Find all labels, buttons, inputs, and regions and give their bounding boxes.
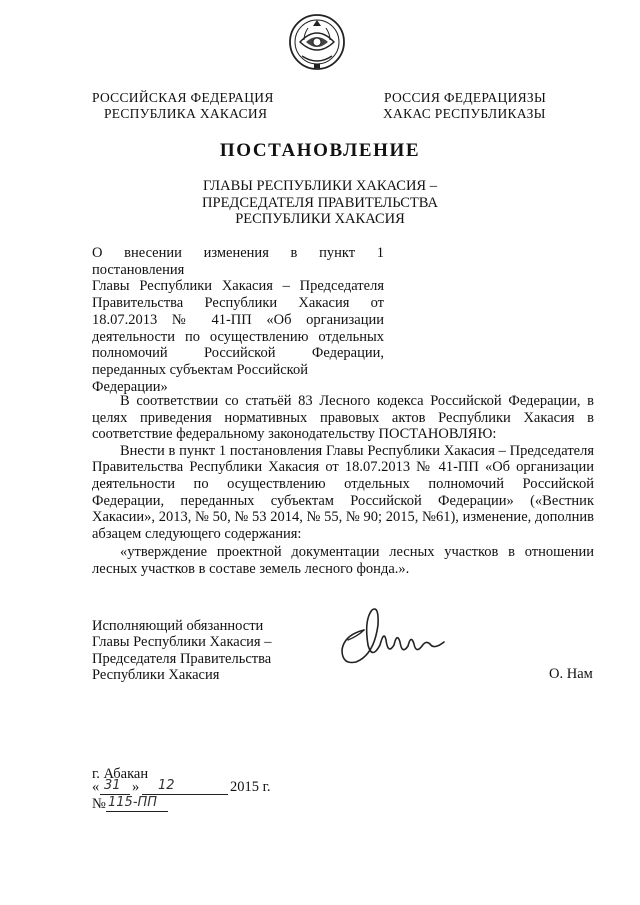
number-sign: № [92, 796, 106, 812]
coat-of-arms-icon [288, 12, 346, 74]
subject-block [92, 245, 384, 395]
authority-block [0, 178, 640, 228]
body-text [92, 393, 594, 578]
subject-line: Правительства Республики Хакасия от [92, 295, 384, 312]
quoted-amendment: «утверждение проектной документации лесных участков в отношении лесных участков в составе земель лесного фонда.». [92, 544, 594, 577]
date-close-quote: » [132, 779, 140, 795]
subject-line: деятельности по осуществлению отдельных [92, 328, 384, 345]
date-month: 12 [158, 778, 175, 793]
header-right-line1: РОССИЯ ФЕДЕРАЦИЯЗЫ [384, 90, 547, 105]
date-day: 31 [104, 778, 121, 793]
subject-line: полномочий Российской Федерации, [92, 345, 384, 362]
decision-paragraph: Внести в пункт 1 постановления Главы Республики Хакасия – Председателя Правительства Республики Хакасия от 18.07.2013 № 41-ПП «Об организации деятельности по осуществлению отдельных полномочий Российской Федерации, переданных субъектам Российской Федерации» («Вестник Хакасии», 2013, № 50, № 53 2014, № 55, № 90; 2015, №61), изменение, дополнив абзацем следующего содержания: [92, 442, 594, 542]
issue-place: г. Абакан [92, 766, 149, 782]
header-right-line2: ХАКАС РЕСПУБЛИКАЗЫ [383, 106, 546, 121]
signatory-position-line3: Председателя Правительства [92, 650, 272, 667]
signatory-position-line1: Исполняющий обязанности [92, 618, 264, 634]
authority-line2: ПРЕДСЕДАТЕЛЯ ПРАВИТЕЛЬСТВА [202, 194, 438, 211]
header-left-line1: РОССИЙСКАЯ ФЕДЕРАЦИЯ [92, 90, 274, 105]
date-open-quote: « [92, 779, 100, 795]
signatory-name: О. Нам [549, 666, 593, 682]
number-value: 115-ПП [108, 795, 158, 810]
signatory-position-line2: Главы Республики Хакасия – [92, 634, 272, 651]
signatory-position [92, 618, 271, 684]
authority-line3: РЕСПУБЛИКИ ХАКАСИЯ [235, 211, 405, 227]
handwritten-signature [334, 600, 454, 680]
number-underline [106, 811, 168, 812]
document-number [92, 796, 212, 816]
date-year: 2015 г. [230, 779, 271, 795]
subject-line: переданных субъектам Российской Федерации» [92, 361, 308, 395]
header-left-line2: РЕСПУБЛИКА ХАКАСИЯ [104, 106, 268, 121]
document-type-title: ПОСТАНОВЛЕНИЕ [219, 140, 421, 161]
authority-line1: ГЛАВЫ РЕСПУБЛИКИ ХАКАСИЯ – [203, 178, 437, 194]
preamble-paragraph: В соответствии со статьёй 83 Лесного кодекса Российской Федерации, в целях приведения нормативных правовых актов Республики Хакасия в соответствие федеральному законодательству ПОСТАНОВЛЯЮ: [92, 393, 594, 443]
signatory-position-line4: Республики Хакасия [92, 667, 220, 684]
subject-line: О внесении изменения в пункт 1 постановления [92, 245, 384, 278]
subject-line: 18.07.2013 № 41-ПП «Об организации [92, 311, 384, 328]
subject-line: Главы Республики Хакасия – Председателя [92, 278, 384, 295]
